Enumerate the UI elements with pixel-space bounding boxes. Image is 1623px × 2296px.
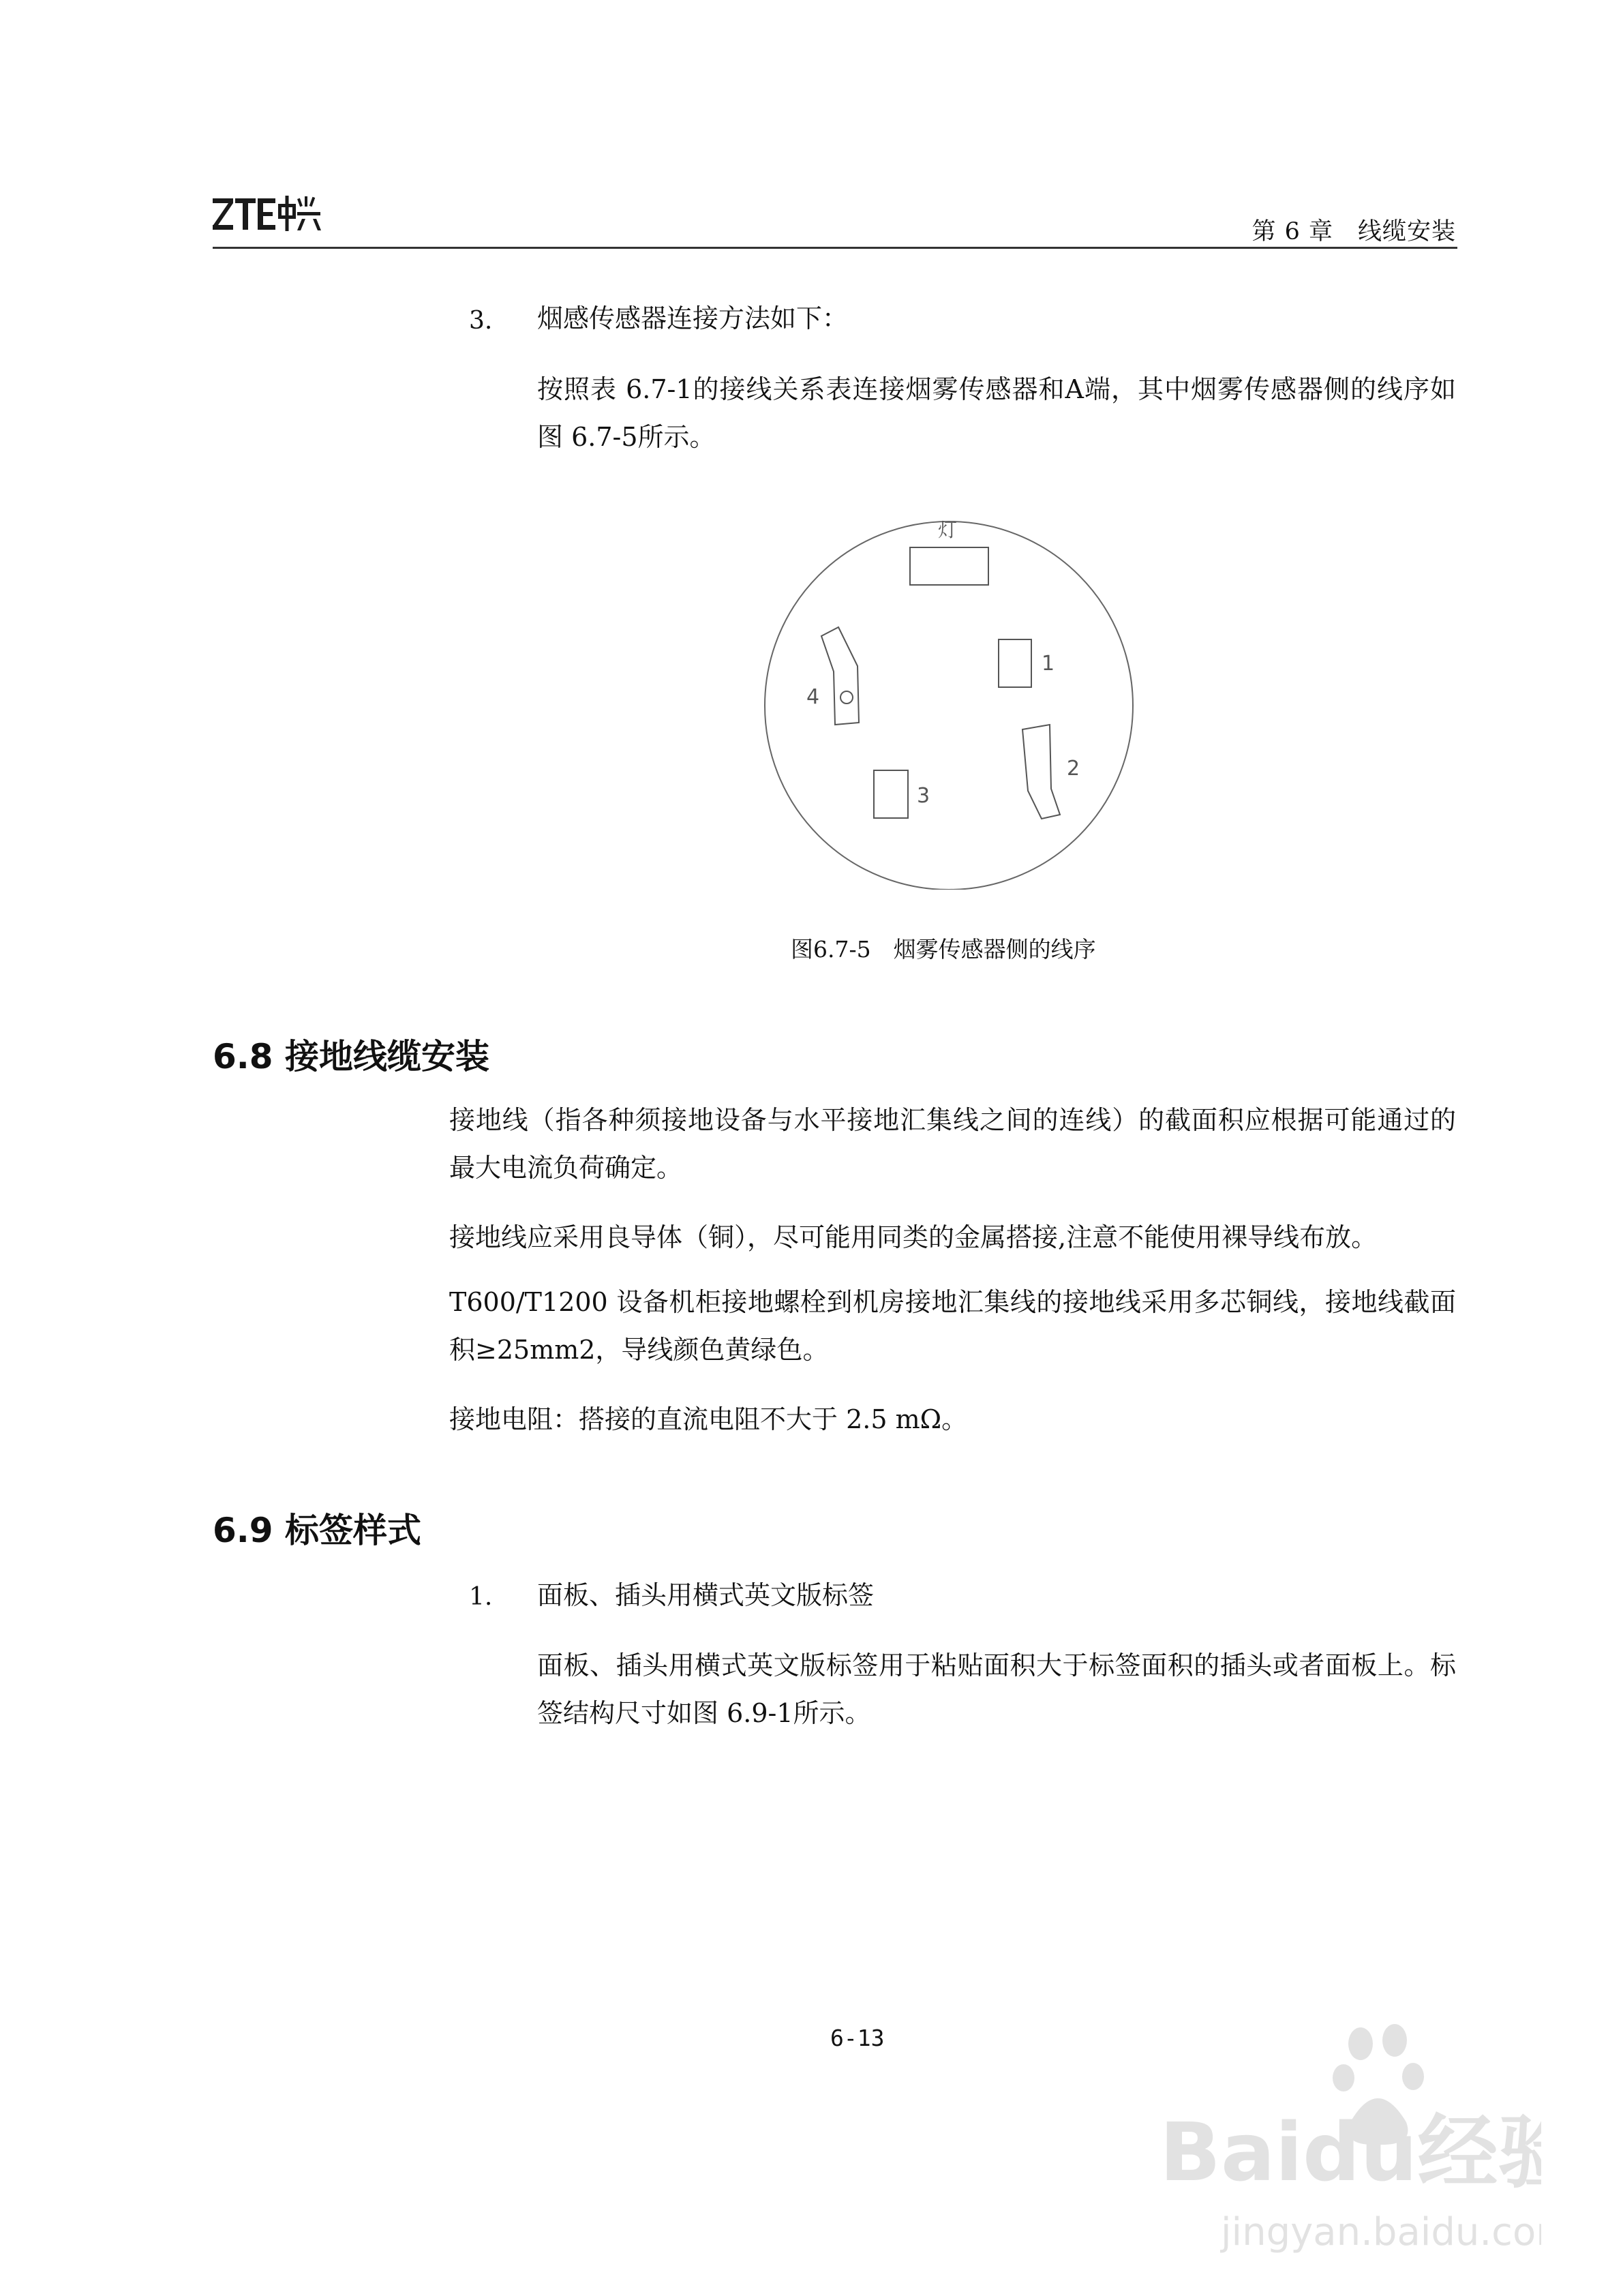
pin-4-slot (821, 627, 859, 725)
list-item-title: 面板、插头用横式英文版标签 (537, 1580, 875, 1610)
body-paragraph: 接地电阻：搭接的直流电阻不大于 2.5 mΩ。 (449, 1404, 968, 1434)
watermark-brand: Baidu经验 (1159, 2105, 1541, 2199)
pin-3-slot (874, 770, 908, 818)
lamp-slot (910, 547, 988, 585)
section-heading: 6.8 接地线缆安装 (213, 1037, 489, 1076)
baidu-watermark (1146, 2010, 1541, 2269)
pin-1-label: 1 (1042, 652, 1055, 676)
list-item-number: 1. (469, 1583, 493, 1611)
chapter-title: 第 6 章 线缆安装 (1252, 218, 1456, 245)
lamp-label: 灯 (937, 519, 958, 541)
section-heading: 6.9 标签样式 (213, 1511, 421, 1550)
body-paragraph: T600/T1200 设备机柜接地螺栓到机房接地汇集线的接地线采用多芯铜线，接地线截面积≥25mm2，导线颜色黄绿色。 (449, 1287, 1456, 1365)
body-paragraph: 按照表 6.7-1的接线关系表连接烟雾传感器和A端，其中烟雾传感器侧的线序如图 6.7-5所示。 (537, 374, 1456, 452)
watermark-svg (1146, 2010, 1541, 2269)
zte-logo (213, 194, 322, 234)
figure-caption: 图6.7-5 烟雾传感器侧的线序 (791, 936, 1096, 963)
pin-2-slot (1022, 725, 1060, 819)
pin-3-label: 3 (917, 784, 930, 808)
pin-4-label: 4 (806, 685, 820, 709)
pin-diagram-svg (750, 508, 1145, 890)
body-paragraph: 面板、插头用横式英文版标签用于粘贴面积大于标签面积的插头或者面板上。标签结构尺寸如图 6.9-1所示。 (537, 1650, 1456, 1728)
list-item-title: 烟感传感器连接方法如下： (537, 303, 849, 333)
body-paragraph: 接地线应采用良导体（铜），尽可能用同类的金属搭接,注意不能使用裸导线布放。 (449, 1222, 1378, 1252)
pin-1-slot (999, 639, 1031, 687)
pin-4-marker (840, 691, 853, 704)
pin-2-label: 2 (1067, 757, 1080, 781)
header-divider (213, 247, 1457, 249)
watermark-url: jingyan.baidu.com (1221, 2210, 1541, 2254)
page-number: 6-13 (830, 2025, 885, 2051)
smoke-sensor-pin-diagram (750, 508, 1145, 892)
list-item-number: 3. (469, 307, 493, 335)
body-paragraph: 接地线（指各种须接地设备与水平接地汇集线之间的连线）的截面积应根据可能通过的最大电流负荷确定。 (449, 1105, 1456, 1183)
